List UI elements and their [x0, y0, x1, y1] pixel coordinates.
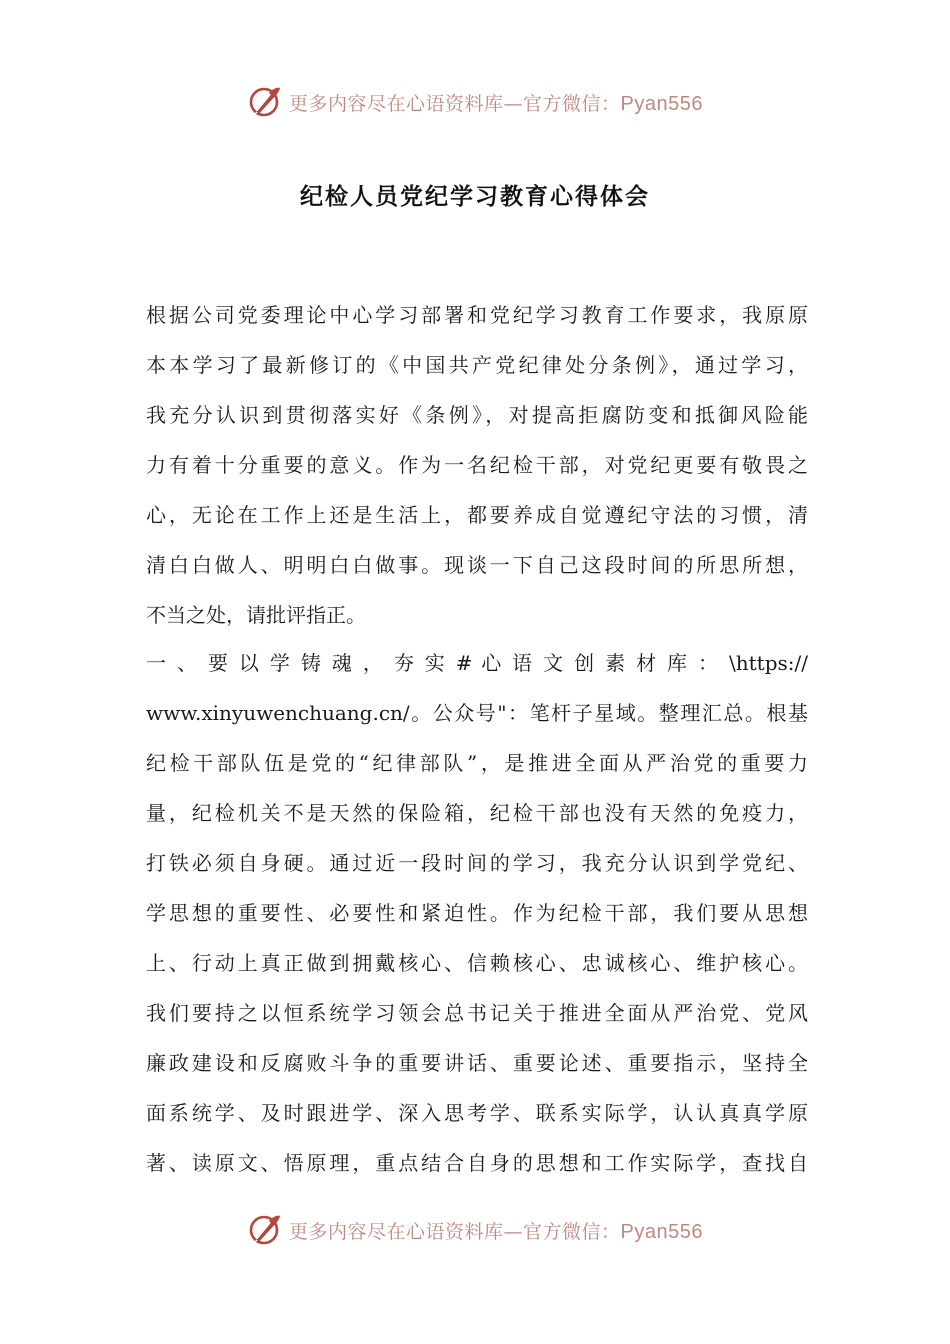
banner-text: 更多内容尽在心语资料库—官方微信：Pyan556 — [289, 92, 703, 115]
paragraph-line: 著、读原文、悟原理，重点结合自身的思想和工作实际学，查找自 — [146, 1151, 808, 1175]
paragraph-line: www.xinyuwenchuang.cn/。公众号"：笔杆子星域。整理汇总。根基 — [146, 701, 808, 725]
footer-banner — [0, 1210, 950, 1250]
paragraph-line: 学思想的重要性、必要性和紧迫性。作为纪检干部，我们要从思想 — [146, 901, 808, 925]
wechat-handle: Pyan556 — [620, 92, 703, 115]
paragraph-line: 我们要持之以恒系统学习领会总书记关于推进全面从严治党、党风 — [146, 1001, 808, 1025]
paragraph-line: 打铁必须自身硬。通过近一段时间的学习，我充分认识到学党纪、 — [146, 851, 808, 875]
quill-logo-icon — [247, 84, 283, 120]
paragraph-line: 心，无论在工作上还是生活上，都要养成自觉遵纪守法的习惯，清 — [146, 503, 808, 527]
header-banner — [0, 82, 950, 122]
paragraph-line: 清白白做人、明明白白做事。现谈一下自己这段时间的所思所想， — [146, 553, 808, 577]
paragraph-line: 面系统学、及时跟进学、深入思考学、联系实际学，认认真真学原 — [146, 1101, 808, 1125]
paragraph-line: 量，纪检机关不是天然的保险箱，纪检干部也没有天然的免疫力， — [146, 801, 808, 825]
wechat-handle: Pyan556 — [620, 1220, 703, 1243]
paragraph-line: 本本学习了最新修订的《中国共产党纪律处分条例》，通过学习， — [146, 353, 808, 377]
paragraph-line: 不当之处，请批评指正。 — [146, 603, 366, 627]
paragraph-line: 我充分认识到贯彻落实好《条例》，对提高拒腐防变和抵御风险能 — [146, 403, 808, 427]
paragraph-line: 上、行动上真正做到拥戴核心、信赖核心、忠诚核心、维护核心。 — [146, 951, 808, 975]
section-heading-line: 一 、 要 以 学 铸 魂 ， 夯 实 # 心 语 文 创 素 材 库 ： \https:// — [146, 651, 808, 675]
paragraph-line: 廉政建设和反腐败斗争的重要讲话、重要论述、重要指示，坚持全 — [146, 1051, 808, 1075]
paragraph-line: 力有着十分重要的意义。作为一名纪检干部，对党纪更要有敬畏之 — [146, 453, 808, 477]
banner-text: 更多内容尽在心语资料库—官方微信：Pyan556 — [289, 1220, 703, 1243]
paragraph-line: 根据公司党委理论中心学习部署和党纪学习教育工作要求，我原原 — [146, 303, 808, 327]
page-title: 纪检人员党纪学习教育心得体会 — [300, 184, 650, 210]
quill-logo-icon — [247, 1212, 283, 1248]
paragraph-line: 纪检干部队伍是党的“纪律部队”，是推进全面从严治党的重要力 — [146, 751, 808, 775]
